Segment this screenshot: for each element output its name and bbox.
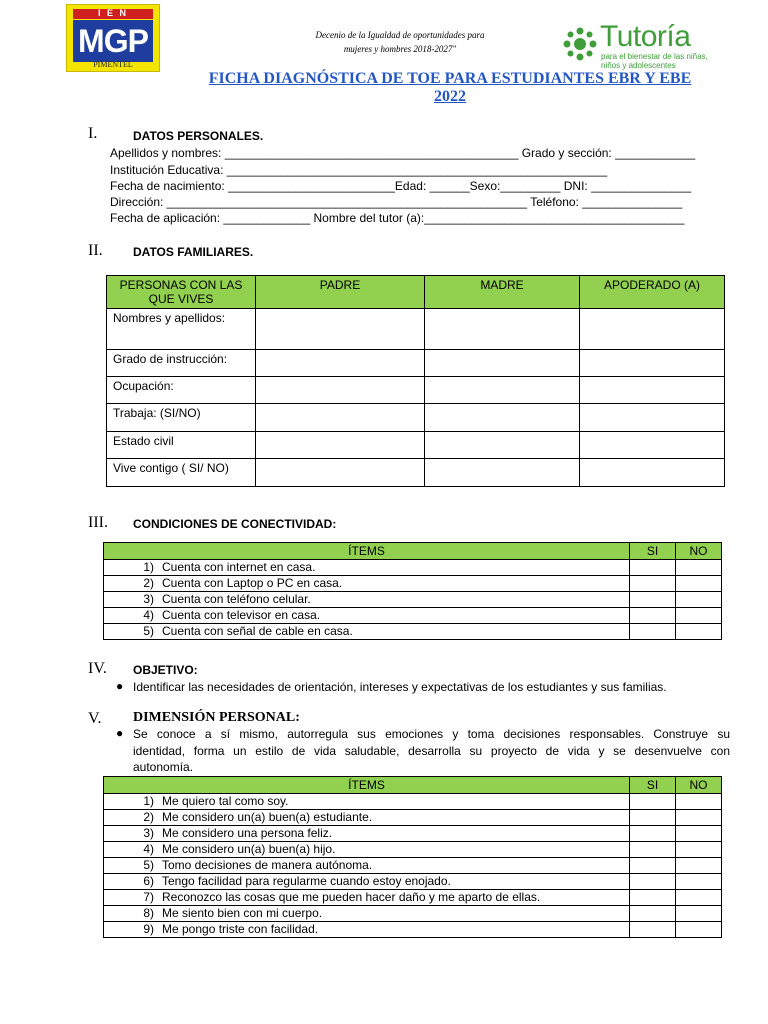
table-row [107, 459, 725, 487]
cell-input[interactable] [425, 404, 580, 432]
item-number: 7) [143, 890, 154, 904]
row-label: Vive contigo ( SI/ NO) [107, 459, 256, 487]
family-table-header [107, 276, 725, 309]
table-row [104, 810, 722, 826]
cell-si[interactable] [630, 858, 676, 874]
cell-no[interactable] [676, 794, 722, 810]
item-text: Tomo decisiones de manera autónoma. [162, 858, 373, 872]
item-text: Tengo facilidad para regularme cuando estoy enojado. [162, 874, 451, 888]
cell-no[interactable] [676, 826, 722, 842]
cell-si[interactable] [630, 890, 676, 906]
table-row [104, 608, 722, 624]
col-si: SI [630, 543, 676, 560]
tutoria-tagline: para el bienestar de las niñas, niños y adolescentes [601, 52, 708, 70]
item-number: 6) [143, 874, 154, 888]
section-1-number: I. [88, 125, 98, 142]
item-number: 5) [143, 624, 154, 638]
col-items: ÍTEMS [104, 777, 630, 794]
row-label: Grado de instrucción: [107, 350, 256, 377]
section-3-title: CONDICIONES DE CONECTIVIDAD: [133, 517, 337, 531]
table-row [104, 890, 722, 906]
section-5-title: DIMENSIÓN PERSONAL: [133, 710, 300, 725]
cell-input[interactable] [580, 432, 725, 459]
table-row [104, 858, 722, 874]
section-2-number: II. [88, 242, 103, 259]
row-label: Ocupación: [107, 377, 256, 404]
cell-no[interactable] [676, 560, 722, 576]
connectivity-table [103, 542, 722, 640]
table-row [104, 826, 722, 842]
cell-no[interactable] [676, 810, 722, 826]
section-4-title: OBJETIVO: [133, 663, 198, 677]
item-text: Me pongo triste con facilidad. [162, 922, 319, 936]
item-number: 9) [143, 922, 154, 936]
school-logo-bottom: PIMENTEL [93, 60, 133, 69]
cell-input[interactable] [425, 350, 580, 377]
cell-si[interactable] [630, 922, 676, 938]
cell-input[interactable] [425, 459, 580, 487]
decree-line-2: mujeres y hombres 2018-2027" [343, 44, 457, 54]
section-1-title: DATOS PERSONALES. [133, 129, 264, 143]
cell-si[interactable] [630, 560, 676, 576]
cell-si[interactable] [630, 810, 676, 826]
cell-si[interactable] [630, 624, 676, 640]
cell-input[interactable] [580, 459, 725, 487]
cell-si[interactable] [630, 826, 676, 842]
table-row [104, 576, 722, 592]
dimension-text-line-1: Se conoce a sí mismo, autorregula sus emociones y toma decisiones responsables. Construye su [133, 727, 730, 741]
row-label: Estado civil [107, 432, 256, 459]
bullet-icon: ● [116, 726, 124, 740]
cell-si[interactable] [630, 794, 676, 810]
cell-input[interactable] [580, 309, 725, 350]
school-logo-main: MGP [73, 20, 153, 62]
table-row [104, 560, 722, 576]
cell-si[interactable] [630, 576, 676, 592]
item-text: Cuenta con internet en casa. [162, 560, 316, 574]
item-text: Cuenta con teléfono celular. [162, 592, 311, 606]
family-col-madre: MADRE [425, 276, 580, 309]
bullet-icon: ● [116, 679, 124, 693]
field-nacimiento-line: Fecha de nacimiento: _________________________Edad: ______Sexo:_________ DNI: _______________ [110, 179, 692, 193]
connectivity-header [104, 543, 722, 560]
family-col-apoderado: APODERADO (A) [580, 276, 725, 309]
table-row [107, 432, 725, 459]
cell-si[interactable] [630, 906, 676, 922]
family-col-padre: PADRE [256, 276, 425, 309]
section-2-title: DATOS FAMILIARES. [133, 245, 254, 259]
table-row [104, 794, 722, 810]
tutoria-wordmark: Tutoría [600, 20, 691, 53]
cell-input[interactable] [580, 404, 725, 432]
dimension-text-line-3: autonomía. [133, 760, 194, 774]
cell-no[interactable] [676, 842, 722, 858]
field-apellidos-line: Apellidos y nombres: ____________________________________________ Grado y sección: ____________ [110, 146, 696, 160]
dimension-text-line-2: identidad, forma un estilo de vida saludable, desarrolla su proyecto de vida y se desenvuelve con [133, 744, 730, 758]
col-si: SI [630, 777, 676, 794]
cell-input[interactable] [256, 309, 425, 350]
section-3-number: III. [88, 514, 108, 531]
item-text: Cuenta con televisor en casa. [162, 608, 321, 622]
table-row [107, 377, 725, 404]
cell-input[interactable] [425, 377, 580, 404]
cell-no[interactable] [676, 874, 722, 890]
cell-no[interactable] [676, 890, 722, 906]
decree-line-1: Decenio de la Igualdad de oportunidades para [315, 30, 485, 40]
item-text: Me considero un(a) buen(a) hijo. [162, 842, 336, 856]
school-logo-top: I E N [97, 8, 128, 18]
cell-input[interactable] [580, 350, 725, 377]
item-number: 3) [143, 826, 154, 840]
item-number: 1) [143, 794, 154, 808]
cell-input[interactable] [256, 404, 425, 432]
item-number: 8) [143, 906, 154, 920]
col-no: NO [676, 777, 722, 794]
item-number: 2) [143, 810, 154, 824]
item-text: Me considero una persona feliz. [162, 826, 333, 840]
cell-input[interactable] [256, 459, 425, 487]
item-text: Me siento bien con mi cuerpo. [162, 906, 323, 920]
family-table [106, 275, 725, 487]
tutoria-logo [560, 22, 710, 68]
cell-no[interactable] [676, 608, 722, 624]
personal-dimension-table [103, 776, 722, 938]
objective-text: Identificar las necesidades de orientación, intereses y expectativas de los estudiantes y sus familias. [133, 680, 667, 694]
item-text: Cuenta con Laptop o PC en casa. [162, 576, 343, 590]
decree-text [290, 28, 510, 56]
row-label: Nombres y apellidos: [107, 309, 256, 350]
table-row [104, 922, 722, 938]
document-title [150, 70, 750, 106]
cell-si[interactable] [630, 608, 676, 624]
item-number: 1) [143, 560, 154, 574]
section-5-number: V. [88, 710, 102, 727]
item-text: Cuenta con señal de cable en casa. [162, 624, 353, 638]
tutoria-dots-icon [562, 26, 598, 62]
cell-si[interactable] [630, 592, 676, 608]
cell-input[interactable] [256, 432, 425, 459]
item-text: Me considero un(a) buen(a) estudiante. [162, 810, 373, 824]
item-number: 4) [143, 842, 154, 856]
table-row [104, 592, 722, 608]
item-number: 3) [143, 592, 154, 606]
item-number: 4) [143, 608, 154, 622]
row-label: Trabaja: (SI/NO) [107, 404, 256, 432]
cell-si[interactable] [630, 842, 676, 858]
col-no: NO [676, 543, 722, 560]
table-row [107, 404, 725, 432]
cell-no[interactable] [676, 906, 722, 922]
school-logo [66, 4, 160, 72]
cell-si[interactable] [630, 874, 676, 890]
title-line-1: FICHA DIAGNÓSTICA DE TOE PARA ESTUDIANTES EBR Y EBE [208, 70, 692, 87]
cell-input[interactable] [425, 309, 580, 350]
table-row [107, 350, 725, 377]
item-number: 2) [143, 576, 154, 590]
table-row [104, 874, 722, 890]
table-row [104, 906, 722, 922]
cell-no[interactable] [676, 576, 722, 592]
field-direccion-line: Dirección: ______________________________________________________ Teléfono: _______________ [110, 195, 683, 209]
cell-input[interactable] [256, 377, 425, 404]
cell-no[interactable] [676, 624, 722, 640]
title-line-2: 2022 [434, 88, 466, 105]
table-row [104, 624, 722, 640]
section-4-number: IV. [88, 660, 107, 677]
cell-input[interactable] [256, 350, 425, 377]
cell-no[interactable] [676, 592, 722, 608]
cell-no[interactable] [676, 922, 722, 938]
field-aplicacion-line: Fecha de aplicación: _____________ Nombre del tutor (a):_______________________________________ [110, 211, 685, 225]
field-institucion-line: Institución Educativa: _________________________________________________________ [110, 163, 608, 177]
cell-input[interactable] [580, 377, 725, 404]
table-row [107, 309, 725, 350]
personal-header [104, 777, 722, 794]
cell-input[interactable] [425, 432, 580, 459]
item-text: Me quiero tal como soy. [162, 794, 289, 808]
family-col-personas: PERSONAS CON LAS QUE VIVES [107, 276, 256, 309]
table-row [104, 842, 722, 858]
item-number: 5) [143, 858, 154, 872]
item-text: Reconozco las cosas que me pueden hacer daño y me aparto de ellas. [162, 890, 541, 904]
col-items: ÍTEMS [104, 543, 630, 560]
cell-no[interactable] [676, 858, 722, 874]
